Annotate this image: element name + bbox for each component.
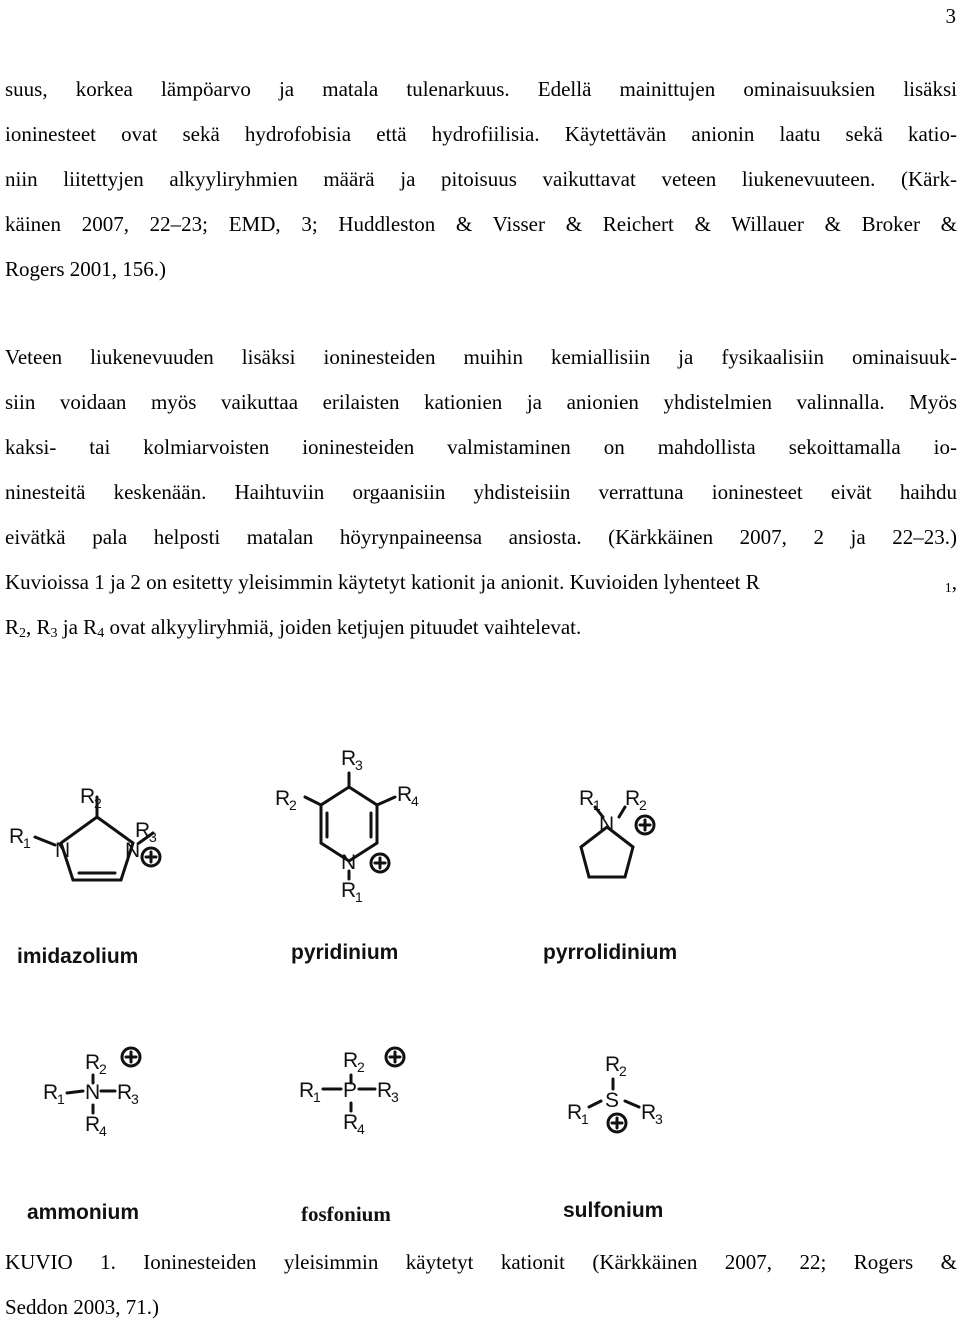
text-fragment: ja R (57, 615, 98, 639)
svg-text:N: N (85, 1081, 101, 1104)
svg-text:R: R (80, 785, 96, 808)
subscript: 3 (50, 626, 58, 641)
svg-text:R: R (641, 1101, 657, 1124)
svg-text:1: 1 (313, 1089, 321, 1105)
svg-text:2: 2 (94, 795, 102, 811)
svg-text:1: 1 (581, 1111, 589, 1127)
paragraph-line: Rogers 2001, 156.) (5, 257, 166, 281)
cations-figure (5, 745, 685, 1230)
paragraph-line: eivätkä pala helposti matalan höyrynpaineensa ansiosta. (Kärkkäinen 2007, 2 ja 22–23.) (5, 525, 957, 549)
pyridinium-structure (275, 747, 419, 905)
svg-text:3: 3 (355, 757, 363, 773)
text-fragment: R (5, 615, 20, 639)
svg-text:R: R (341, 747, 357, 770)
svg-text:R: R (625, 787, 641, 810)
svg-text:2: 2 (99, 1061, 107, 1077)
svg-text:2: 2 (639, 797, 647, 813)
paragraph-line (5, 605, 957, 650)
caption-line: KUVIO 1. Ioninesteiden yleisimmin käytetyt kationit (Kärkkäinen 2007, 22; Rogers & (5, 1250, 957, 1274)
label-ammonium: ammonium (27, 1201, 140, 1224)
svg-text:R: R (343, 1049, 359, 1072)
svg-text:N: N (55, 839, 71, 862)
svg-text:3: 3 (655, 1111, 663, 1127)
subscript: 4 (97, 626, 105, 641)
svg-text:R: R (275, 787, 291, 810)
svg-text:1: 1 (593, 797, 601, 813)
svg-text:3: 3 (149, 829, 157, 845)
svg-text:N: N (125, 839, 141, 862)
ammonium-structure (43, 1048, 140, 1139)
paragraph-line: suus, korkea lämpöarvo ja matala tulenarkuus. Edellä mainittujen ominaisuuksien lisäksi (5, 77, 957, 101)
svg-text:3: 3 (131, 1091, 139, 1107)
subscript: 1 (944, 581, 952, 596)
subscript: 2 (19, 626, 27, 641)
paragraph-1 (5, 67, 957, 292)
svg-text:R: R (567, 1101, 583, 1124)
caption-line: Seddon 2003, 71.) (5, 1295, 159, 1319)
text-fragment: ovat alkyyliryhmiä, joiden ketjujen pituudet vaihtelevat. (104, 615, 582, 639)
svg-text:S: S (605, 1089, 620, 1112)
label-pyrrolidinium: pyrrolidinium (543, 941, 678, 964)
svg-text:P: P (343, 1079, 358, 1102)
line-end (945, 560, 957, 605)
svg-text:R: R (299, 1079, 315, 1102)
pyrrolidinium-structure (579, 787, 654, 877)
svg-text:R: R (85, 1113, 101, 1136)
svg-text:2: 2 (357, 1059, 365, 1075)
text-fragment: , R (26, 615, 51, 639)
label-fosfonium: fosfonium (301, 1202, 391, 1226)
label-sulfonium: sulfonium (563, 1199, 664, 1222)
svg-text:2: 2 (289, 797, 297, 813)
figure-caption (5, 1240, 957, 1330)
svg-text:R: R (43, 1081, 59, 1104)
svg-text:N: N (599, 813, 615, 836)
svg-text:R: R (579, 787, 595, 810)
label-pyridinium: pyridinium (291, 941, 399, 964)
paragraph-line: niin liitettyjen alkyyliryhmien määrä ja pitoisuus vaikuttavat veteen liukenevuuteen. (Kärk- (5, 167, 957, 191)
line-text: Kuvioissa 1 ja 2 on esitetty yleisimmin käytetyt kationit ja anionit. Kuvioiden lyhenteet R (5, 570, 760, 594)
paragraph-2 (5, 335, 957, 650)
svg-text:R: R (117, 1081, 133, 1104)
fosfonium-structure (299, 1048, 404, 1137)
svg-text:R: R (343, 1111, 359, 1134)
svg-text:4: 4 (99, 1123, 107, 1139)
svg-text:N: N (341, 851, 357, 874)
paragraph-line (5, 560, 957, 605)
paragraph-line: siin voidaan myös vaikuttaa erilaisten kationien ja anionien yhdistelmien valinnalla. Myös (5, 390, 957, 414)
svg-text:R: R (9, 825, 25, 848)
svg-text:R: R (377, 1079, 393, 1102)
comma: , (951, 570, 957, 594)
paragraph-line: kaksi- tai kolmiarvoisten ioninesteiden valmistaminen on mahdollista sekoittamalla io- (5, 435, 957, 459)
svg-text:1: 1 (57, 1091, 65, 1107)
svg-text:R: R (605, 1053, 621, 1076)
svg-text:R: R (85, 1051, 101, 1074)
paragraph-line: ninesteitä keskenään. Haihtuviin orgaanisiin yhdisteisiin verrattuna ioninesteet eivät haihdu (5, 480, 957, 504)
imidazolium-structure (9, 785, 160, 880)
paragraph-line: ioninesteet ovat sekä hydrofobisia että hydrofiilisia. Käytettävän anionin laatu sekä katio- (5, 122, 957, 146)
label-imidazolium: imidazolium (17, 945, 139, 968)
svg-text:1: 1 (23, 835, 31, 851)
svg-text:R: R (397, 783, 413, 806)
paragraph-line: käinen 2007, 22–23; EMD, 3; Huddleston & Visser & Reichert & Willauer & Broker & (5, 212, 957, 236)
svg-text:3: 3 (391, 1089, 399, 1105)
svg-text:R: R (135, 819, 151, 842)
cations-structures (5, 745, 685, 1230)
paragraph-line: Veteen liukenevuuden lisäksi ioninesteiden muihin kemiallisiin ja fysikaalisiin ominaisuuk- (5, 345, 957, 369)
page-number: 3 (945, 4, 956, 28)
sulfonium-structure (567, 1053, 663, 1132)
svg-text:4: 4 (411, 793, 419, 809)
svg-text:1: 1 (355, 889, 363, 905)
svg-text:R: R (341, 879, 357, 902)
svg-text:2: 2 (619, 1063, 627, 1079)
svg-text:4: 4 (357, 1121, 365, 1137)
